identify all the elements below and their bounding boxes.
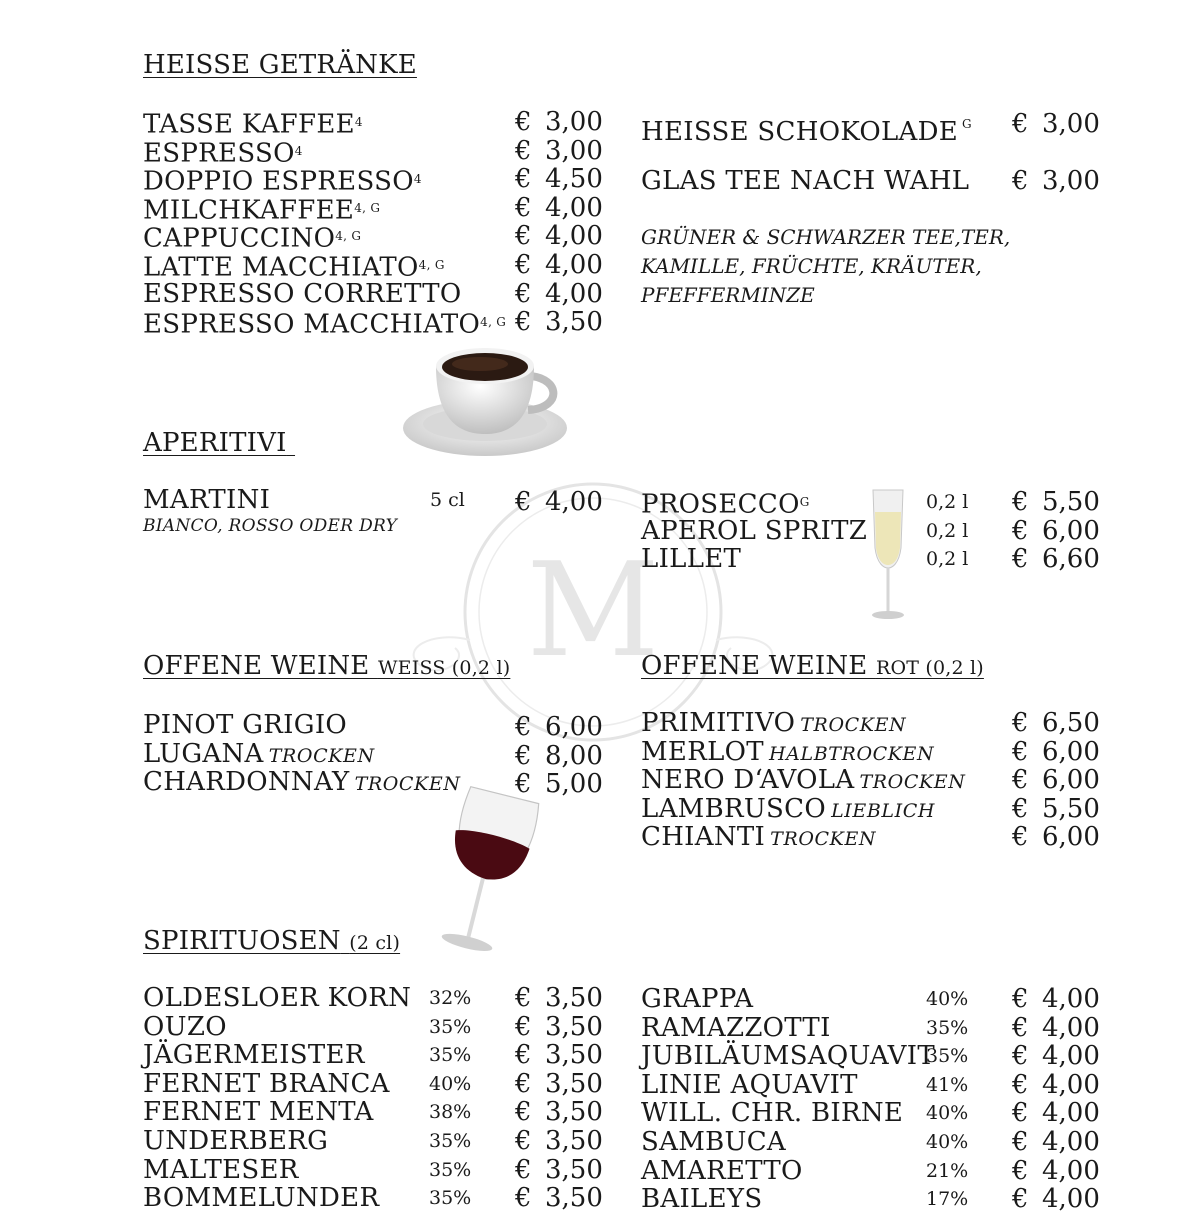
list-item <box>143 1127 603 1156</box>
item-name: BOMMELUNDER <box>143 1183 380 1214</box>
item-price: € 3,50 <box>515 1097 603 1128</box>
item-price: € 3,50 <box>515 1068 603 1099</box>
item-abv: 35% <box>926 1045 969 1068</box>
item-price: € 3,50 <box>515 1183 603 1214</box>
item-price: € 3,00 <box>1012 109 1100 139</box>
item-name: OUZO <box>143 1011 227 1042</box>
item-name: JÄGERMEISTER <box>143 1040 365 1071</box>
item-price: € 4,00 <box>515 249 603 280</box>
item-allergen: G <box>799 495 810 509</box>
item-price: € 4,00 <box>1012 1012 1100 1043</box>
list-item <box>143 107 603 140</box>
list-item <box>641 1071 1101 1100</box>
section-title-white-wine: OFFENE WEINE WEISS (0,2 l) <box>143 651 511 681</box>
list-item <box>641 1042 1101 1071</box>
item-price: € 4,00 <box>1012 1126 1100 1157</box>
list-item <box>641 109 1101 147</box>
item-tag: LIEBLICH <box>831 799 936 822</box>
item-abv: 38% <box>429 1101 472 1124</box>
item-price: € 3,50 <box>515 983 603 1013</box>
watermark-letter: M <box>526 534 660 686</box>
item-name: CAPPUCCINO <box>143 223 336 254</box>
list-item <box>143 192 603 226</box>
list-item <box>641 545 1101 574</box>
item-price: € 3,00 <box>1012 166 1100 196</box>
item-name: TASSE KAFFEE <box>143 109 355 140</box>
item-price: € 4,50 <box>515 164 603 195</box>
item-price: € 5,00 <box>515 769 603 800</box>
hot-drinks-list-left <box>143 107 603 340</box>
item-name: NERO D‘AVOLA <box>641 765 855 796</box>
item-abv: 32% <box>429 987 472 1009</box>
item-price: € 4,00 <box>515 221 603 252</box>
item-price: € 4,00 <box>1012 1069 1100 1100</box>
list-item <box>143 1184 603 1213</box>
item-tag: TROCKEN <box>800 714 907 736</box>
item-amount: 0,2 l <box>926 491 969 513</box>
item-price: € 5,50 <box>1012 793 1100 824</box>
item-price: € 4,00 <box>515 278 603 309</box>
list-item <box>641 766 1101 795</box>
item-abv: 35% <box>429 1158 472 1181</box>
item-amount: 0,2 l <box>926 548 969 571</box>
item-name: PROSECCO <box>641 489 800 520</box>
red-wine-glass-icon <box>422 786 542 962</box>
list-item <box>641 709 1101 738</box>
item-name: GRAPPA <box>641 984 754 1014</box>
item-price: € 6,50 <box>1012 708 1100 738</box>
item-price: € 3,50 <box>515 1040 603 1071</box>
list-item <box>641 1157 1101 1186</box>
item-amount: 5 cl <box>430 489 465 511</box>
list-item <box>143 1098 603 1127</box>
item-abv: 21% <box>926 1159 969 1182</box>
list-item <box>641 487 1101 520</box>
item-price: € 6,00 <box>1012 765 1100 796</box>
item-allergen: 4 <box>413 172 422 187</box>
item-name: PINOT GRIGIO <box>143 710 348 740</box>
item-tag: HALBTROCKEN <box>769 742 935 765</box>
list-item <box>143 984 603 1013</box>
item-price: € 6,60 <box>1012 544 1100 575</box>
item-abv: 35% <box>429 1129 472 1152</box>
item-abv: 41% <box>926 1073 969 1096</box>
item-name: CHARDONNAY <box>143 767 350 798</box>
item-name: AMARETTO <box>641 1155 803 1186</box>
item-allergen: G <box>962 117 972 131</box>
list-item <box>143 249 603 283</box>
item-name: HEISSE SCHOKOLADE <box>641 117 959 147</box>
list-item <box>641 167 1101 196</box>
section-title-aperitivi: APERITIVI <box>143 428 287 458</box>
list-item <box>641 1099 1101 1128</box>
item-name: OLDESLOER KORN <box>143 983 412 1013</box>
item-tag: TROCKEN <box>354 773 461 796</box>
item-price: € 4,00 <box>515 487 603 517</box>
list-item <box>143 711 603 740</box>
item-name: MARTINI <box>143 485 271 515</box>
item-price: € 4,00 <box>1012 984 1100 1014</box>
item-name: UNDERBERG <box>143 1125 329 1156</box>
tea-note-line: GRÜNER & SCHWARZER TEE,TER, <box>641 225 1011 249</box>
item-price: € 6,00 <box>515 712 603 742</box>
item-tag: TROCKEN <box>859 771 966 794</box>
list-item <box>641 517 1101 546</box>
item-name: ESPRESSO MACCHIATO <box>143 309 481 340</box>
item-name: ESPRESSO <box>143 137 295 168</box>
item-name: SAMBUCA <box>641 1126 786 1157</box>
item-price: € 8,00 <box>515 740 603 771</box>
item-abv: 17% <box>926 1188 969 1211</box>
list-item <box>641 1128 1101 1157</box>
item-abv: 40% <box>429 1072 472 1095</box>
list-item <box>143 740 603 769</box>
item-name: LAMBRUSCO <box>641 793 826 824</box>
item-name: APEROL SPRITZ <box>641 515 868 546</box>
item-name: LATTE MACCHIATO <box>143 252 419 283</box>
item-abv: 40% <box>926 1102 969 1125</box>
spirits-list-right <box>641 985 1101 1214</box>
item-abv: 35% <box>429 1044 472 1067</box>
item-price: € 3,50 <box>515 1154 603 1185</box>
tea-note <box>641 223 1010 310</box>
list-item <box>641 795 1101 824</box>
list-item <box>143 164 603 197</box>
list-item <box>143 1041 603 1070</box>
item-name: LUGANA <box>143 738 264 769</box>
item-name: JUBILÄUMSAQUAVIT <box>641 1041 935 1072</box>
item-name: ESPRESSO CORRETTO <box>143 278 462 309</box>
list-item <box>641 823 1101 852</box>
list-item <box>143 221 603 254</box>
list-item <box>641 1185 1101 1214</box>
red-wine-list <box>641 709 1101 852</box>
section-title-hot-drinks: HEISSE GETRÄNKE <box>143 50 417 80</box>
item-price: € 6,00 <box>1012 736 1100 767</box>
list-item <box>641 1014 1101 1043</box>
list-item <box>143 1156 603 1185</box>
list-item <box>143 486 603 515</box>
item-tag: TROCKEN <box>770 828 877 851</box>
item-price: € 5,50 <box>1012 487 1100 517</box>
item-price: € 4,00 <box>1012 1098 1100 1129</box>
list-item <box>143 1013 603 1042</box>
item-price: € 4,00 <box>1012 1184 1100 1214</box>
coffee-cup-icon <box>400 338 570 463</box>
item-name: WILL. CHR. BIRNE <box>641 1098 904 1129</box>
item-name: LILLET <box>641 544 742 575</box>
list-item <box>143 1070 603 1099</box>
item-allergen: 4, G <box>418 257 445 272</box>
item-name: DOPPIO ESPRESSO <box>143 166 414 197</box>
item-name: MILCHKAFFEE <box>143 195 355 226</box>
item-amount: 0,2 l <box>926 519 969 542</box>
martini-note: BIANCO, ROSSO ODER DRY <box>143 516 398 536</box>
item-price: € 3,50 <box>515 1011 603 1042</box>
item-name: RAMAZZOTTI <box>641 1012 831 1043</box>
list-item <box>143 307 603 340</box>
item-price: € 6,00 <box>1012 822 1100 853</box>
item-price: € 3,50 <box>515 307 603 338</box>
item-allergen: 4, G <box>335 229 362 244</box>
item-name: MERLOT <box>641 736 764 767</box>
item-name: PRIMITIVO <box>641 708 796 738</box>
item-name: FERNET BRANCA <box>143 1068 390 1099</box>
item-price: € 3,00 <box>515 107 603 137</box>
item-price: € 3,00 <box>515 135 603 166</box>
item-abv: 40% <box>926 988 969 1010</box>
tea-note-line: PFEFFERMINZE <box>641 283 815 307</box>
item-abv: 35% <box>429 1187 472 1210</box>
item-allergen: 4, G <box>480 315 507 330</box>
item-allergen: 4, G <box>354 200 381 215</box>
list-item <box>641 985 1101 1014</box>
item-abv: 40% <box>926 1130 969 1153</box>
white-wine-list <box>143 710 603 800</box>
item-name: BAILEYS <box>641 1184 763 1214</box>
item-price: € 4,00 <box>1012 1041 1100 1072</box>
item-name: CHIANTI <box>641 822 766 853</box>
section-title-red-wine: OFFENE WEINE ROT (0,2 l) <box>641 651 984 681</box>
item-tag: TROCKEN <box>268 744 375 767</box>
list-item <box>143 137 603 166</box>
item-price: € 4,00 <box>1012 1155 1100 1186</box>
item-name: GLAS TEE NACH WAHL <box>641 166 970 196</box>
list-item <box>641 738 1101 767</box>
item-price: € 3,50 <box>515 1125 603 1156</box>
item-price: € 4,00 <box>515 192 603 223</box>
item-abv: 35% <box>429 1015 472 1038</box>
item-abv: 35% <box>926 1016 969 1039</box>
item-name: LINIE AQUAVIT <box>641 1069 858 1100</box>
tea-note-line: KAMILLE, FRÜCHTE, KRÄUTER, <box>641 254 982 278</box>
item-allergen: 4 <box>354 115 363 129</box>
section-title-spirits: SPIRITUOSEN (2 cl) <box>143 926 401 956</box>
item-name: MALTESER <box>143 1154 299 1185</box>
spirits-list-left <box>143 984 603 1213</box>
list-item <box>143 767 603 800</box>
item-allergen: 4 <box>294 143 303 158</box>
sparkling-list <box>641 488 1101 574</box>
item-name: FERNET MENTA <box>143 1097 374 1128</box>
list-item <box>143 280 603 309</box>
item-price: € 6,00 <box>1012 515 1100 546</box>
